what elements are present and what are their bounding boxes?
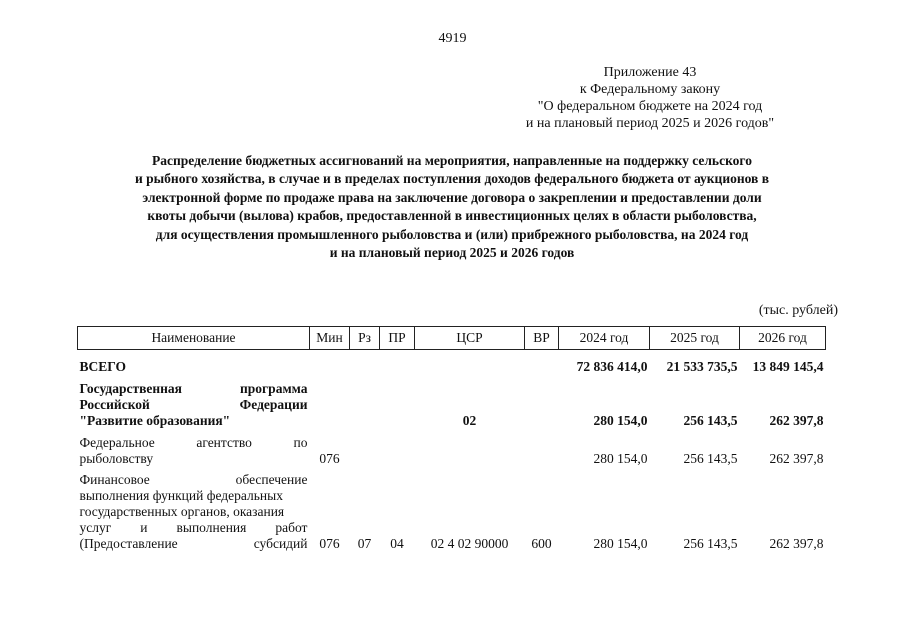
- agency-2025: 256 143,5: [683, 451, 738, 466]
- program-2026: 262 397,8: [769, 413, 824, 428]
- item-pr: 04: [390, 536, 404, 551]
- item-name-word: субсидий: [253, 536, 308, 551]
- item-rz: 07: [357, 536, 372, 551]
- program-name-word: Российской: [79, 397, 150, 412]
- item-min: 076: [319, 536, 340, 551]
- item-name-line: выполнения функций федеральных: [79, 488, 283, 503]
- annex-line: к Федеральному закону: [579, 82, 721, 97]
- item-2026: 262 397,8: [769, 536, 824, 551]
- header-2026: 2026 год: [740, 327, 826, 350]
- agency-name-word: Федеральное: [79, 435, 155, 450]
- item-2024: 280 154,0: [593, 536, 648, 551]
- title-line: и на плановый период 2025 и 2026 годов: [329, 245, 575, 261]
- program-name-word: Государственная: [79, 381, 182, 396]
- title-line: электронной форме по продаже права на заключение договора о закреплении и предоставлении доли: [142, 189, 762, 205]
- title-line: и рыбного хозяйства, в случае и в пределах поступления доходов федерального бюджета от аукционов в: [134, 171, 770, 187]
- item-name-word: работ: [275, 520, 308, 535]
- agency-min: 076: [319, 451, 340, 466]
- page-number: 4919: [438, 31, 467, 46]
- header-name: Наименование: [78, 327, 310, 350]
- item-name-word: выполнения: [176, 520, 247, 535]
- item-name-word: обеспечение: [235, 472, 308, 487]
- table-header-row: [78, 327, 826, 350]
- agency-name: [78, 435, 310, 472]
- item-name: [78, 472, 310, 552]
- total-2024: 72 836 414,0: [576, 359, 648, 374]
- table-row-agency: [78, 435, 826, 472]
- item-vr: 600: [531, 536, 552, 551]
- item-name-line: государственных органов, оказания: [79, 504, 285, 519]
- header-2025: 2025 год: [650, 327, 740, 350]
- item-2025: 256 143,5: [683, 536, 738, 551]
- header-2024: 2024 год: [559, 327, 650, 350]
- title-line: Распределение бюджетных ассигнований на мероприятия, направленные на поддержку сельского: [152, 153, 752, 168]
- item-name-word: (Предоставление: [79, 536, 178, 551]
- program-name: [78, 381, 310, 435]
- header-rz: Рз: [350, 327, 380, 350]
- total-2025: 21 533 735,5: [666, 359, 738, 374]
- item-name-word: Финансовое: [79, 472, 150, 487]
- program-csr: 02: [462, 413, 477, 428]
- table-row-total: [78, 350, 826, 382]
- item-name-word: и: [140, 520, 148, 535]
- annex-line: "О федеральном бюджете на 2024 год: [537, 99, 763, 114]
- agency-name-word: по: [293, 435, 308, 450]
- annex-header: [470, 64, 830, 132]
- header-min: Мин: [310, 327, 350, 350]
- program-2024: 280 154,0: [593, 413, 648, 428]
- header-vr: ВР: [525, 327, 559, 350]
- program-name-word: "Развитие образования": [79, 413, 231, 428]
- header-pr: ПР: [380, 327, 415, 350]
- units-note: (тыс. рублей): [758, 303, 838, 318]
- agency-name-word: агентство: [196, 435, 252, 450]
- total-2026: 13 849 145,4: [752, 359, 824, 374]
- title-line: для осуществления промышленного рыболовства и (или) прибрежного рыболовства, на 2024 год: [155, 226, 749, 242]
- header-csr: ЦСР: [415, 327, 525, 350]
- annex-line: Приложение 43: [603, 65, 697, 80]
- budget-table: [77, 326, 826, 552]
- item-csr: 02 4 02 90000: [430, 536, 509, 551]
- item-name-word: услуг: [79, 520, 112, 535]
- document-title: [62, 152, 842, 262]
- program-name-word: программа: [240, 381, 308, 396]
- agency-2024: 280 154,0: [593, 451, 648, 466]
- program-name-word: Федерации: [239, 397, 308, 412]
- program-2025: 256 143,5: [683, 413, 738, 428]
- table-row-item: [78, 472, 826, 552]
- table-row-program: [78, 381, 826, 435]
- title-line: квоты добычи (вылова) крабов, предоставленной в инвестиционных целях в области рыболовства,: [147, 208, 757, 224]
- total-label: ВСЕГО: [79, 359, 127, 374]
- annex-line: и на плановый период 2025 и 2026 годов": [525, 116, 775, 131]
- agency-2026: 262 397,8: [769, 451, 824, 466]
- agency-name-word: рыболовству: [79, 451, 154, 466]
